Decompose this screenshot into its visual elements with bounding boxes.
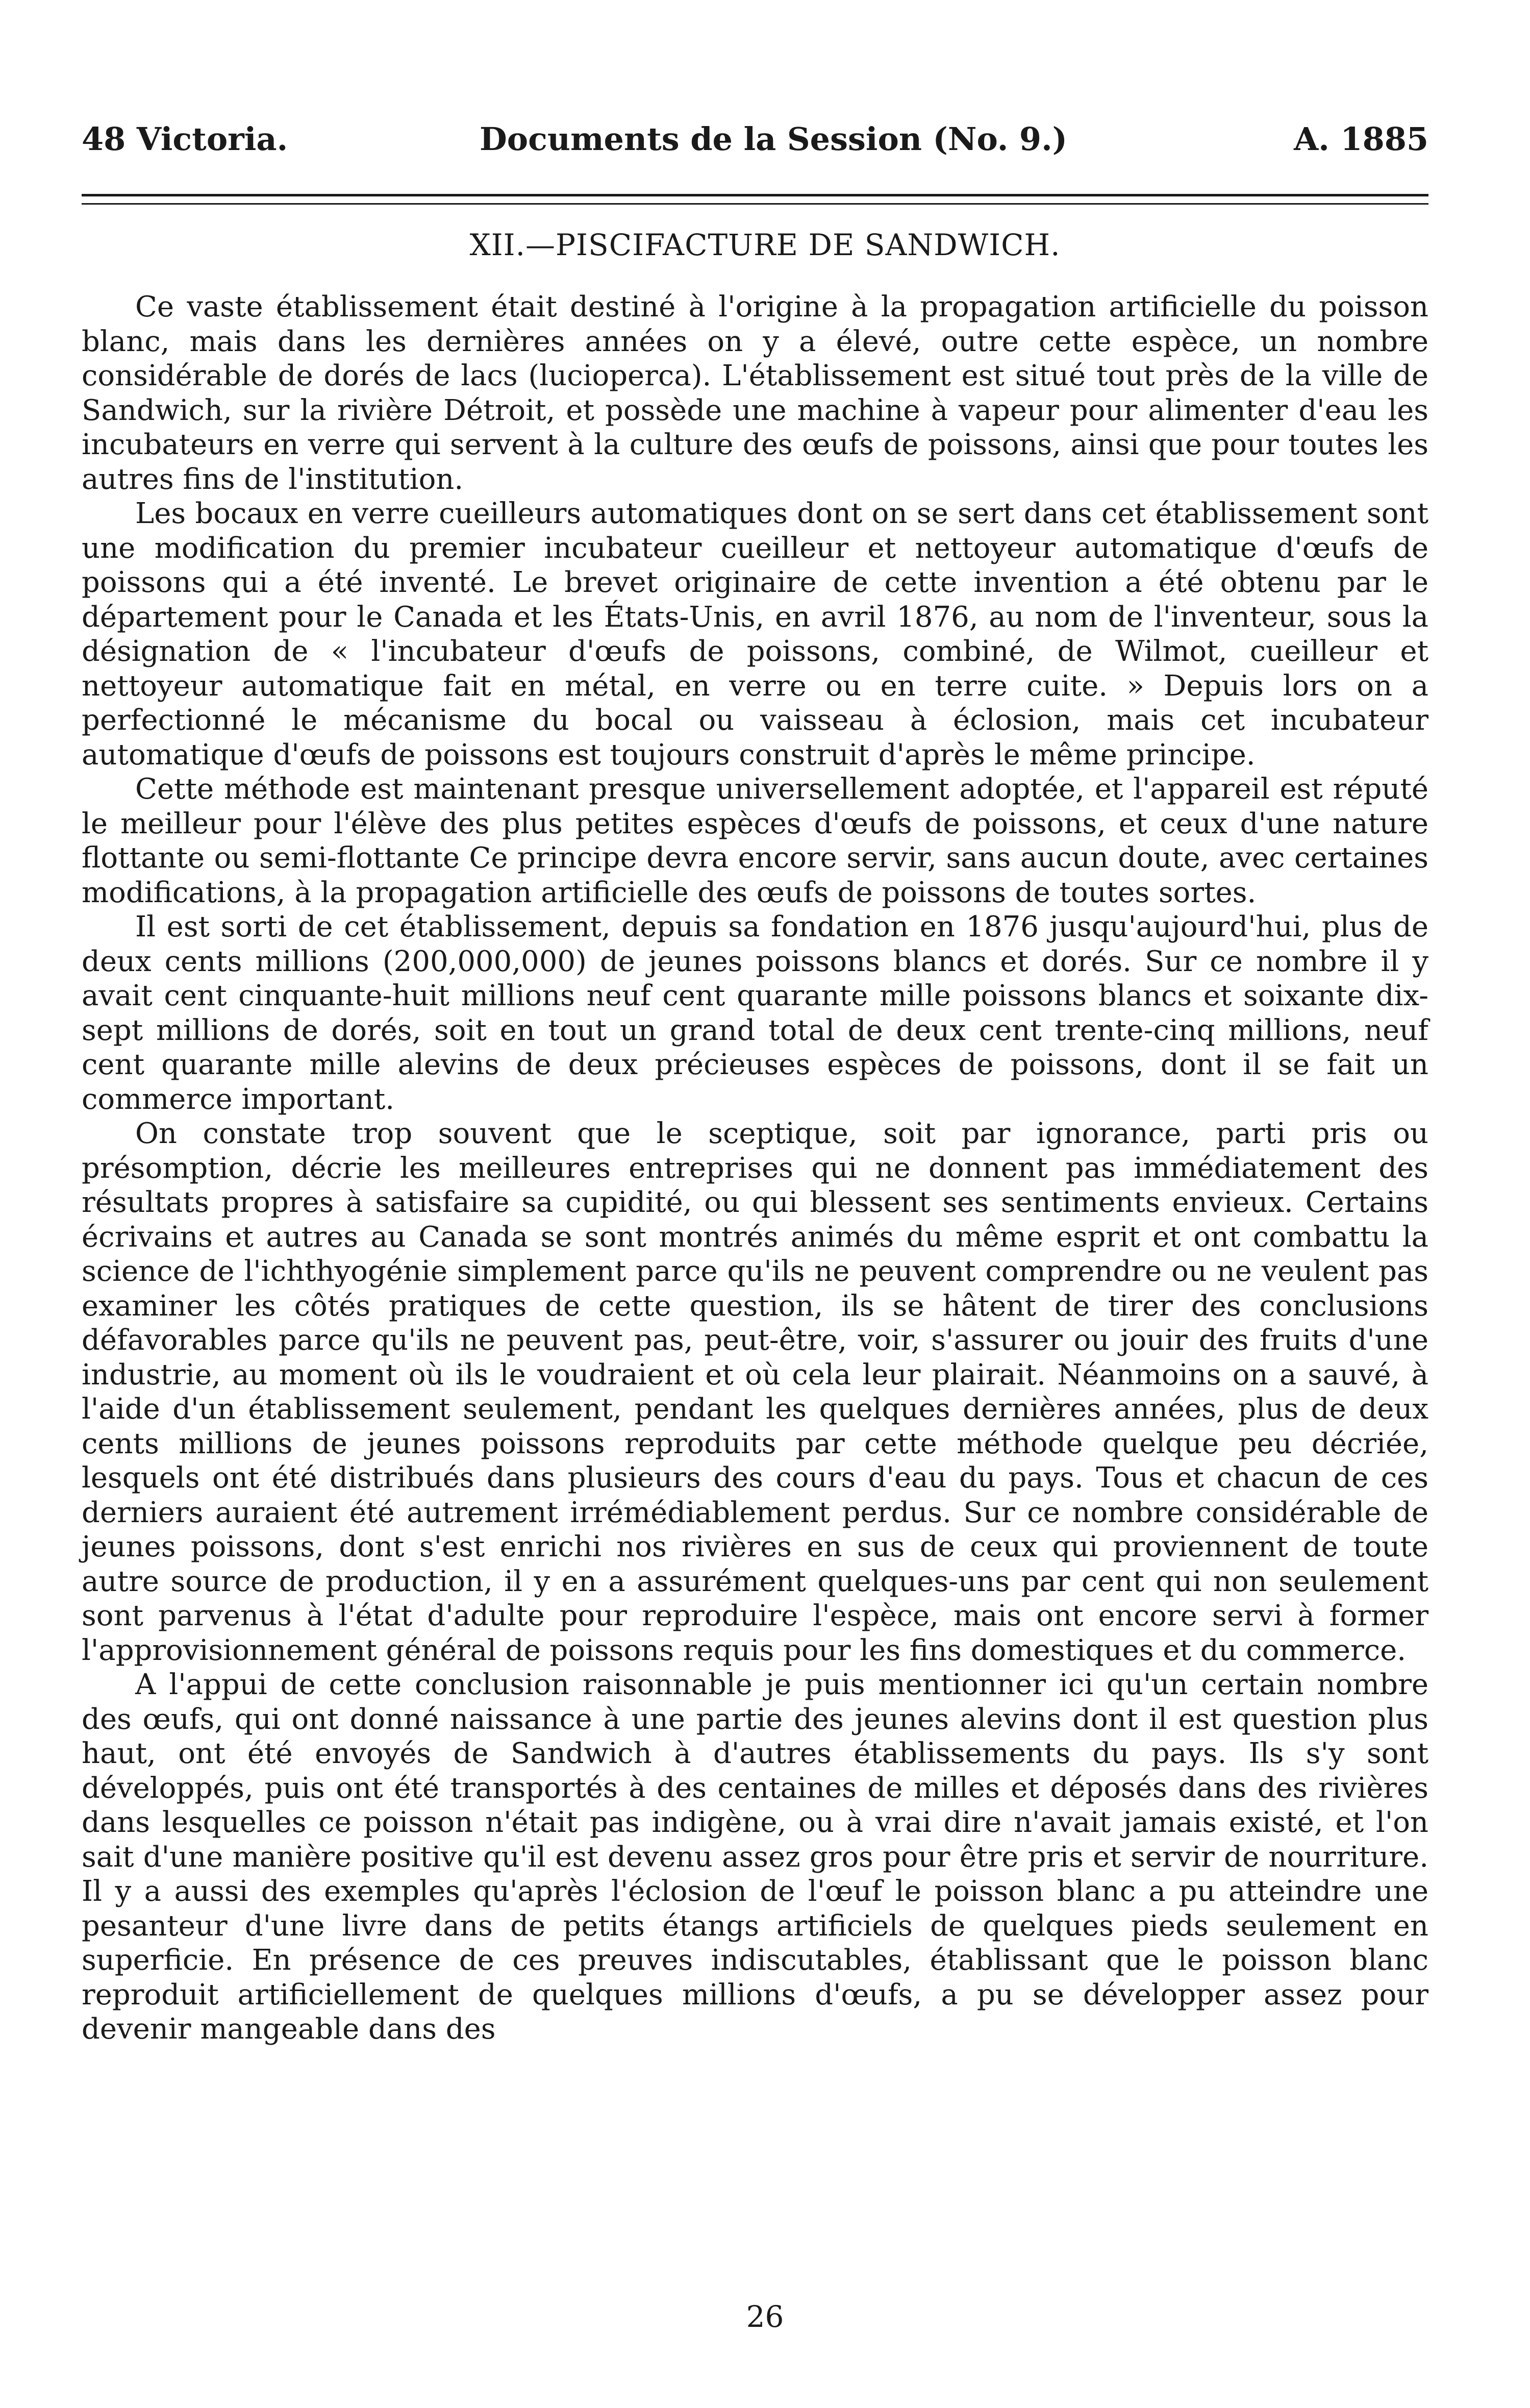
- header-title: Documents de la Session (No. 9.): [480, 120, 1067, 158]
- header-rule-thin: [82, 203, 1428, 205]
- paragraph: A l'appui de cette conclusion raisonnable je puis mentionner ici qu'un certain nombre des œufs, qui ont donné naissance à une partie des jeunes alevins dont il est question plus haut, ont été envoyés de Sandwich à d'autres établissements du pays. Ils s'y sont développés, puis ont été transportés à des centaines de milles et déposés dans des rivières dans lesquelles ce poisson n'était pas indigène, ou à vrai dire n'avait jamais existé, et l'on sait d'une manière positive qu'il est devenu assez gros pour être pris et servir de nourriture. Il y a aussi des exemples qu'après l'éclosion de l'œuf le poisson blanc a pu atteindre une pesanteur d'une livre dans de petits étangs artificiels de quelques pieds seulement en superficie. En présence de ces preuves indiscutables, établissant que le poisson blanc reproduit artificiellement de quelques millions d'œufs, a pu se développer assez pour devenir mangeable dans des: [82, 1668, 1428, 2046]
- paragraph: Ce vaste établissement était destiné à l'origine à la propagation artificielle du poisson blanc, mais dans les dernières années on y a élevé, outre cette espèce, un nombre considérable de dorés de lacs (lucioperca). L'établissement est situé tout près de la ville de Sandwich, sur la rivière Détroit, et possède une machine à vapeur pour alimenter d'eau les incubateurs en verre qui servent à la culture des œufs de poissons, ainsi que pour toutes les autres fins de l'institution.: [82, 290, 1428, 496]
- header-rule-thick: [82, 194, 1428, 196]
- paragraph: Les bocaux en verre cueilleurs automatiques dont on se sert dans cet établissement sont une modification du premier incubateur cueilleur et nettoyeur automatique d'œufs de poissons qui a été inventé. Le brevet originaire de cette invention a été obtenu par le département pour le Canada et les États-Unis, en avril 1876, au nom de l'inventeur, sous la désignation de « l'incubateur d'œufs de poissons, combiné, de Wilmot, cueilleur et nettoyeur automatique fait en métal, en verre ou en terre cuite. » Depuis lors on a perfectionné le mécanisme du bocal ou vaisseau à éclosion, mais cet incubateur automatique d'œufs de poissons est toujours construit d'après le même principe.: [82, 497, 1428, 772]
- running-header: [82, 116, 1428, 162]
- body-text: [82, 290, 1428, 2047]
- section-title: XII.—PISCIFACTURE DE SANDWICH.: [469, 228, 1061, 262]
- header-year: A. 1885: [1294, 120, 1428, 158]
- paragraph: Il est sorti de cet établissement, depuis sa fondation en 1876 jusqu'aujourd'hui, plus de deux cents millions (200,000,000) de jeunes poissons blancs et dorés. Sur ce nombre il y avait cent cinquante-huit millions neuf cent quarante mille poissons blancs et soixante dix-sept millions de dorés, soit en tout un grand total de deux cent trente-cinq millions, neuf cent quarante mille alevins de deux précieuses espèces de poissons, dont il se fait un commerce important.: [82, 910, 1428, 1116]
- paragraph: On constate trop souvent que le sceptique, soit par ignorance, parti pris ou présomption, décrie les meilleures entreprises qui ne donnent pas immédiatement des résultats propres à satisfaire sa cupidité, ou qui blessent ses sentiments envieux. Certains écrivains et autres au Canada se sont montrés animés du même esprit et ont combattu la science de l'ichthyogénie simplement parce qu'ils ne peuvent comprendre ou ne veulent pas examiner les côtés pratiques de cette question, ils se hâtent de tirer des conclusions défavorables parce qu'ils ne peuvent pas, peut-être, voir, s'assurer ou jouir des fruits d'une industrie, au moment où ils le voudraient et où cela leur plairait. Néanmoins on a sauvé, à l'aide d'un établissement seulement, pendant les quelques dernières années, plus de deux cents millions de jeunes poissons reproduits par cette méthode quelque peu décriée, lesquels ont été distribués dans plusieurs des cours d'eau du pays. Tous et chacun de ces derniers auraient été autrement irrémédiablement perdus. Sur ce nombre considérable de jeunes poissons, dont s'est enrichi nos rivières en sus de ceux qui proviennent de toute autre source de production, il y en a assurément quelques-uns par cent qui non seulement sont parvenus à l'état d'adulte pour reproduire l'espèce, mais ont encore servi à former l'approvisionnement général de poissons requis pour les fins domestiques et du commerce.: [82, 1117, 1428, 1667]
- paragraph: Cette méthode est maintenant presque universellement adoptée, et l'appareil est réputé le meilleur pour l'élève des plus petites espèces d'œufs de poissons, et ceux d'une nature flottante ou semi-flottante Ce principe devra encore servir, sans aucun doute, avec certaines modifications, à la propagation artificielle des œufs de poissons de toutes sortes.: [82, 773, 1428, 909]
- header-volume: 48 Victoria.: [82, 120, 288, 158]
- page-number: 26: [746, 2299, 784, 2334]
